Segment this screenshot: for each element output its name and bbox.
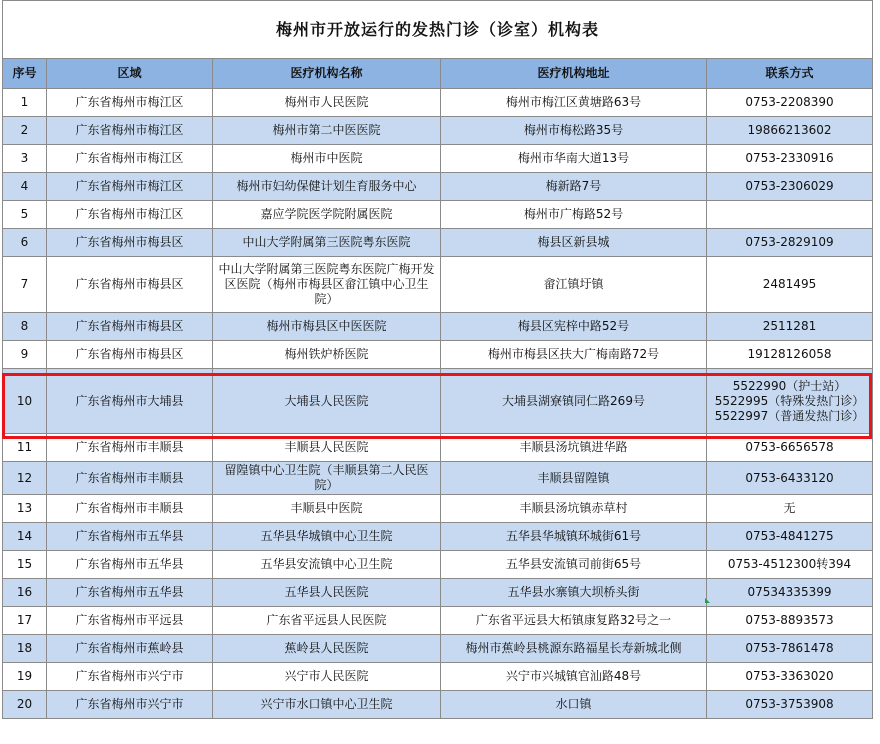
col-header-area[interactable]: 区域 bbox=[47, 59, 213, 89]
cell-no[interactable]: 7 bbox=[3, 257, 47, 313]
cell-no[interactable]: 2 bbox=[3, 117, 47, 145]
cell-no[interactable]: 17 bbox=[3, 607, 47, 635]
cell-name[interactable]: 蕉岭县人民医院 bbox=[213, 635, 441, 663]
cell-address[interactable]: 梅州市华南大道13号 bbox=[441, 145, 707, 173]
cell-address[interactable]: 梅州市梅松路35号 bbox=[441, 117, 707, 145]
cell-name[interactable]: 兴宁市水口镇中心卫生院 bbox=[213, 691, 441, 719]
cell-area[interactable]: 广东省梅州市兴宁市 bbox=[47, 663, 213, 691]
table-row bbox=[3, 579, 873, 607]
cell-contact[interactable] bbox=[707, 369, 873, 434]
cell-name[interactable]: 梅州市中医院 bbox=[213, 145, 441, 173]
table-row bbox=[3, 607, 873, 635]
cell-name[interactable]: 五华县华城镇中心卫生院 bbox=[213, 523, 441, 551]
cell-no[interactable]: 3 bbox=[3, 145, 47, 173]
cell-no[interactable]: 11 bbox=[3, 434, 47, 462]
cell-comment-marker bbox=[705, 598, 710, 603]
contact-line: 0753-6656578 bbox=[745, 440, 834, 454]
contact-line: 0753-2829109 bbox=[745, 235, 834, 249]
cell-contact[interactable] bbox=[707, 551, 873, 579]
table-row bbox=[3, 173, 873, 201]
cell-name[interactable]: 丰顺县中医院 bbox=[213, 495, 441, 523]
table-row bbox=[3, 341, 873, 369]
cell-area[interactable]: 广东省梅州市梅江区 bbox=[47, 173, 213, 201]
table-row bbox=[3, 313, 873, 341]
cell-contact[interactable] bbox=[707, 607, 873, 635]
cell-contact[interactable] bbox=[707, 691, 873, 719]
cell-area[interactable]: 广东省梅州市丰顺县 bbox=[47, 495, 213, 523]
cell-area[interactable]: 广东省梅州市梅江区 bbox=[47, 89, 213, 117]
cell-name[interactable]: 梅州市第二中医医院 bbox=[213, 117, 441, 145]
cell-address[interactable]: 梅新路7号 bbox=[441, 173, 707, 201]
cell-name[interactable]: 梅州市梅县区中医医院 bbox=[213, 313, 441, 341]
cell-contact[interactable] bbox=[707, 229, 873, 257]
cell-no[interactable]: 15 bbox=[3, 551, 47, 579]
table-row bbox=[3, 117, 873, 145]
cell-no[interactable]: 20 bbox=[3, 691, 47, 719]
cell-contact[interactable] bbox=[707, 201, 873, 229]
cell-contact[interactable] bbox=[707, 89, 873, 117]
cell-name[interactable]: 五华县人民医院 bbox=[213, 579, 441, 607]
cell-contact[interactable] bbox=[707, 663, 873, 691]
cell-no[interactable]: 12 bbox=[3, 462, 47, 495]
contact-line: 0753-6433120 bbox=[745, 470, 834, 485]
cell-area[interactable]: 广东省梅州市梅县区 bbox=[47, 257, 213, 313]
cell-contact[interactable] bbox=[707, 635, 873, 663]
table-row bbox=[3, 201, 873, 229]
cell-no[interactable]: 18 bbox=[3, 635, 47, 663]
cell-address[interactable]: 五华县水寨镇大坝桥头街 bbox=[441, 579, 707, 607]
cell-address[interactable]: 兴宁市兴城镇官汕路48号 bbox=[441, 663, 707, 691]
header-row bbox=[3, 59, 873, 89]
cell-area[interactable]: 广东省梅州市五华县 bbox=[47, 551, 213, 579]
contact-line: 2511281 bbox=[762, 319, 817, 333]
cell-area[interactable]: 广东省梅州市平远县 bbox=[47, 607, 213, 635]
table-row bbox=[3, 369, 873, 434]
cell-area[interactable]: 广东省梅州市蕉岭县 bbox=[47, 635, 213, 663]
contact-line: 0753-3363020 bbox=[745, 669, 834, 683]
cell-area[interactable]: 广东省梅州市梅江区 bbox=[47, 201, 213, 229]
table-row bbox=[3, 145, 873, 173]
cell-name[interactable]: 丰顺县人民医院 bbox=[213, 434, 441, 462]
cell-address[interactable]: 畲江镇圩镇 bbox=[441, 257, 707, 313]
contact-line: 0753-4841275 bbox=[745, 529, 834, 543]
cell-name[interactable]: 中山大学附属第三医院粤东医院 bbox=[213, 229, 441, 257]
cell-contact[interactable] bbox=[707, 579, 873, 607]
cell-no[interactable]: 8 bbox=[3, 313, 47, 341]
cell-no[interactable]: 16 bbox=[3, 579, 47, 607]
cell-contact[interactable] bbox=[707, 173, 873, 201]
contact-line: 5522990（护士站） bbox=[732, 378, 847, 393]
cell-name[interactable]: 留隍镇中心卫生院（丰顺县第二人民医院） bbox=[213, 462, 441, 495]
cell-name[interactable]: 嘉应学院医学院附属医院 bbox=[213, 201, 441, 229]
table-title: 梅州市开放运行的发热门诊（诊室）机构表 bbox=[3, 1, 873, 59]
cell-no[interactable]: 5 bbox=[3, 201, 47, 229]
contact-line: 19866213602 bbox=[747, 123, 832, 137]
table-row bbox=[3, 434, 873, 462]
cell-address[interactable]: 梅州市梅江区黄塘路63号 bbox=[441, 89, 707, 117]
table-row bbox=[3, 495, 873, 523]
cell-address[interactable]: 广东省平远县大柘镇康复路32号之一 bbox=[441, 607, 707, 635]
col-header-name[interactable]: 医疗机构名称 bbox=[213, 59, 441, 89]
cell-area[interactable]: 广东省梅州市大埔县 bbox=[47, 369, 213, 434]
contact-line: 0753-2306029 bbox=[745, 179, 834, 193]
cell-address[interactable]: 梅州市蕉岭县桃源东路福星长寿新城北侧 bbox=[441, 635, 707, 663]
cell-area[interactable]: 广东省梅州市五华县 bbox=[47, 523, 213, 551]
cell-area[interactable]: 广东省梅州市梅江区 bbox=[47, 145, 213, 173]
cell-contact[interactable] bbox=[707, 341, 873, 369]
cell-no[interactable]: 1 bbox=[3, 89, 47, 117]
cell-address[interactable]: 梅州市梅县区扶大广梅南路72号 bbox=[441, 341, 707, 369]
cell-contact[interactable] bbox=[707, 495, 873, 523]
cell-address[interactable]: 丰顺县留隍镇 bbox=[441, 462, 707, 495]
contact-line: 2481495 bbox=[762, 277, 817, 291]
table-row bbox=[3, 462, 873, 495]
table-row bbox=[3, 89, 873, 117]
contact-line: 0753-3753908 bbox=[745, 697, 834, 711]
cell-no[interactable]: 13 bbox=[3, 495, 47, 523]
cell-area[interactable]: 广东省梅州市梅江区 bbox=[47, 117, 213, 145]
table-row bbox=[3, 551, 873, 579]
table-row bbox=[3, 257, 873, 313]
cell-area[interactable]: 广东省梅州市丰顺县 bbox=[47, 462, 213, 495]
cell-address[interactable]: 丰顺县汤坑镇赤草村 bbox=[441, 495, 707, 523]
cell-address[interactable]: 五华县华城镇环城街61号 bbox=[441, 523, 707, 551]
contact-line: 0753-7861478 bbox=[745, 641, 834, 655]
contact-line: 19128126058 bbox=[747, 347, 832, 361]
table-row bbox=[3, 523, 873, 551]
contact-line: 0753-2208390 bbox=[745, 95, 834, 109]
cell-contact[interactable] bbox=[707, 523, 873, 551]
contact-line: 5522997（普通发热门诊） bbox=[714, 408, 865, 423]
cell-no[interactable]: 9 bbox=[3, 341, 47, 369]
cell-address[interactable]: 梅县区新县城 bbox=[441, 229, 707, 257]
cell-area[interactable]: 广东省梅州市梅县区 bbox=[47, 229, 213, 257]
cell-contact[interactable] bbox=[707, 257, 873, 313]
table-row bbox=[3, 691, 873, 719]
cell-address[interactable]: 五华县安流镇司前街65号 bbox=[441, 551, 707, 579]
cell-contact[interactable] bbox=[707, 145, 873, 173]
cell-name[interactable]: 梅州铁炉桥医院 bbox=[213, 341, 441, 369]
contact-line: 5522995（特殊发热门诊） bbox=[714, 393, 865, 408]
cell-address[interactable]: 梅县区宪梓中路52号 bbox=[441, 313, 707, 341]
col-header-no[interactable]: 序号 bbox=[3, 59, 47, 89]
clinic-table bbox=[2, 0, 873, 719]
cell-area[interactable]: 广东省梅州市梅县区 bbox=[47, 313, 213, 341]
cell-area[interactable]: 广东省梅州市梅县区 bbox=[47, 341, 213, 369]
cell-name[interactable]: 梅州市妇幼保健计划生育服务中心 bbox=[213, 173, 441, 201]
col-header-address[interactable]: 医疗机构地址 bbox=[441, 59, 707, 89]
table-row bbox=[3, 635, 873, 663]
table-row bbox=[3, 229, 873, 257]
cell-no[interactable]: 19 bbox=[3, 663, 47, 691]
col-header-contact[interactable]: 联系方式 bbox=[707, 59, 873, 89]
cell-contact[interactable] bbox=[707, 313, 873, 341]
cell-address[interactable]: 丰顺县汤坑镇进华路 bbox=[441, 434, 707, 462]
cell-name[interactable]: 大埔县人民医院 bbox=[213, 369, 441, 434]
cell-name[interactable]: 五华县安流镇中心卫生院 bbox=[213, 551, 441, 579]
cell-contact[interactable] bbox=[707, 462, 873, 495]
cell-name[interactable]: 广东省平远县人民医院 bbox=[213, 607, 441, 635]
contact-line: 0753-2330916 bbox=[745, 151, 834, 165]
cell-address[interactable]: 水口镇 bbox=[441, 691, 707, 719]
cell-no[interactable]: 14 bbox=[3, 523, 47, 551]
cell-area[interactable]: 广东省梅州市丰顺县 bbox=[47, 434, 213, 462]
contact-line: 07534335399 bbox=[747, 585, 832, 599]
table-row bbox=[3, 663, 873, 691]
cell-no[interactable]: 6 bbox=[3, 229, 47, 257]
cell-no[interactable]: 10 bbox=[3, 369, 47, 434]
cell-area[interactable]: 广东省梅州市兴宁市 bbox=[47, 691, 213, 719]
cell-name[interactable]: 中山大学附属第三医院粤东医院广梅开发区医院（梅州市梅县区畲江镇中心卫生院） bbox=[213, 257, 441, 313]
cell-contact[interactable] bbox=[707, 117, 873, 145]
cell-address[interactable]: 大埔县湖寮镇同仁路269号 bbox=[441, 369, 707, 434]
cell-contact[interactable] bbox=[707, 434, 873, 462]
cell-name[interactable]: 兴宁市人民医院 bbox=[213, 663, 441, 691]
contact-line: 无 bbox=[783, 501, 796, 515]
cell-name[interactable]: 梅州市人民医院 bbox=[213, 89, 441, 117]
cell-address[interactable]: 梅州市广梅路52号 bbox=[441, 201, 707, 229]
contact-line: 0753-4512300转394 bbox=[727, 557, 852, 571]
contact-line: 0753-8893573 bbox=[745, 613, 834, 627]
cell-no[interactable]: 4 bbox=[3, 173, 47, 201]
cell-area[interactable]: 广东省梅州市五华县 bbox=[47, 579, 213, 607]
